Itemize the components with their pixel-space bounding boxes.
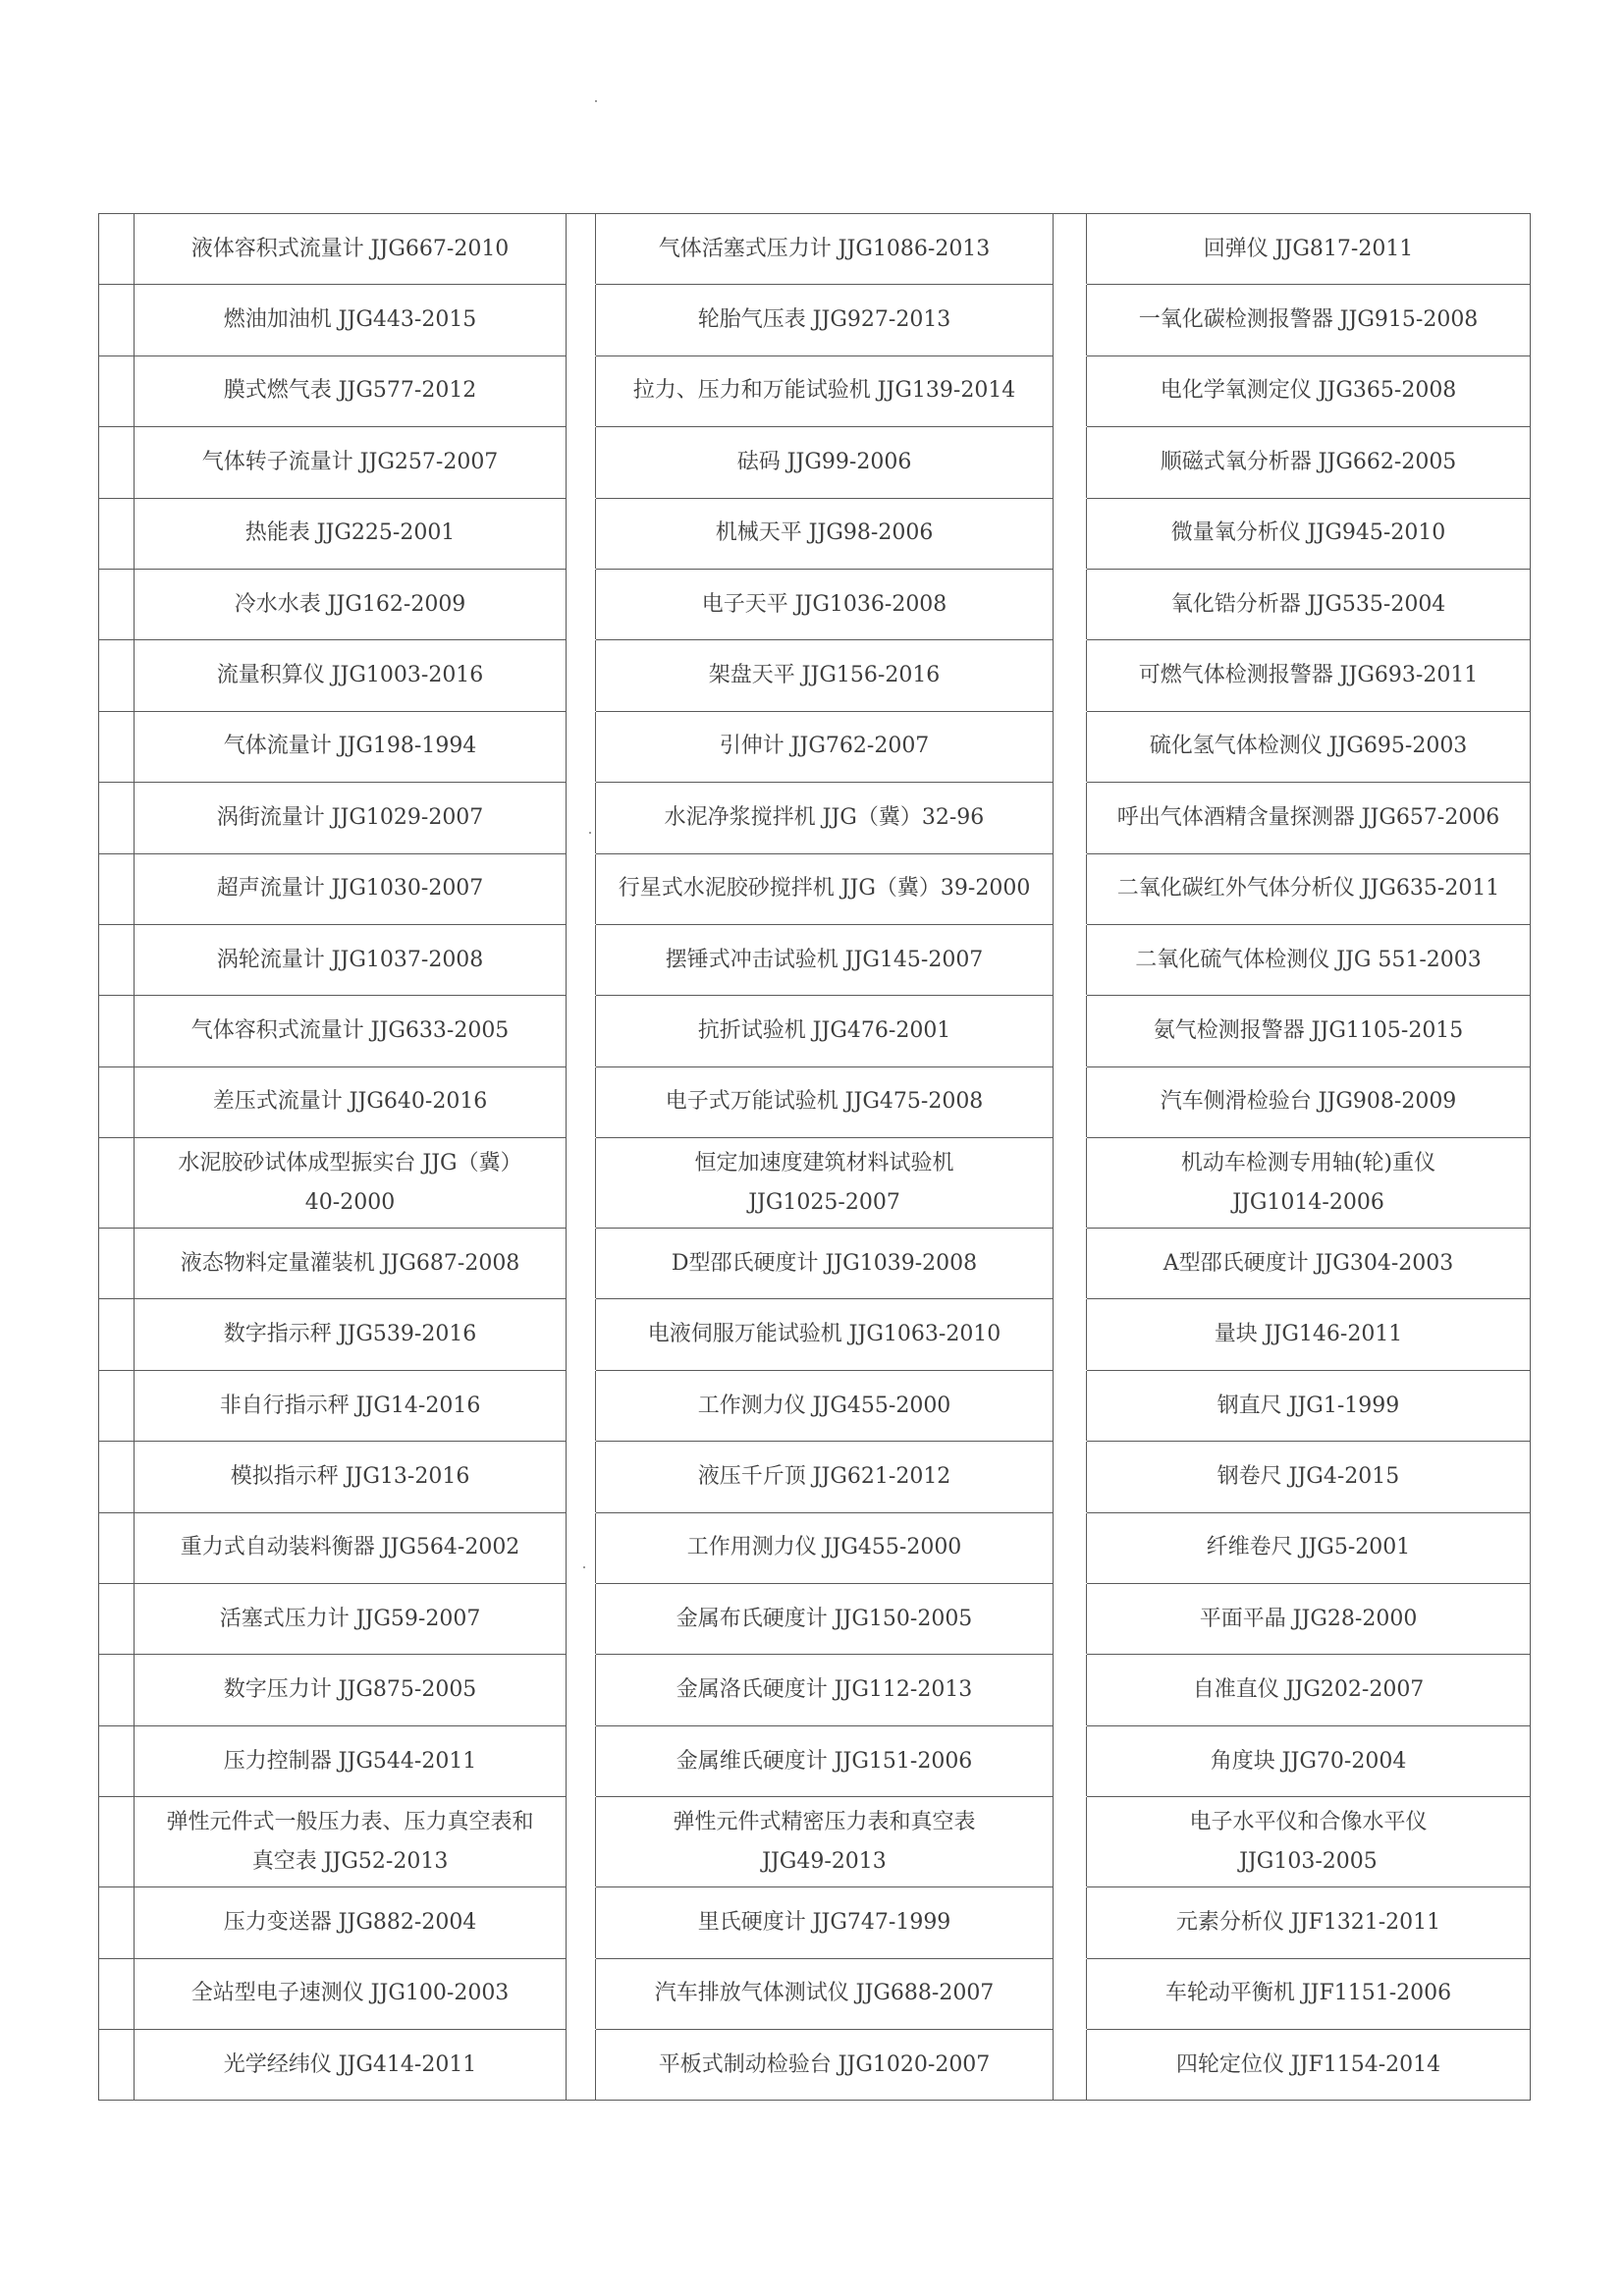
table-cell: [596, 1138, 1054, 1229]
column-gap: [1054, 996, 1087, 1066]
table-row: [99, 2029, 1531, 2100]
cell-line: 机动车检测专用轴(轮)重仪: [1180, 1150, 1436, 1175]
table-cell: 回弹仪 JJG817-2011: [1087, 214, 1531, 285]
cell-line: 弹性元件式精密压力表和真空表: [673, 1809, 976, 1834]
cell-line: JJG103-2005: [1239, 1848, 1378, 1874]
row-stub-cell: [99, 214, 135, 285]
row-stub-cell: [99, 1299, 135, 1370]
row-stub-cell: [99, 1584, 135, 1655]
table-row: [99, 1655, 1531, 1725]
column-gap: [1054, 1887, 1087, 1958]
table-row: [99, 1797, 1531, 1887]
table-cell: [596, 1797, 1054, 1887]
row-stub-cell: [99, 1066, 135, 1137]
table-row: [99, 569, 1531, 639]
row-stub-cell: [99, 1138, 135, 1229]
column-gap: [567, 640, 596, 711]
row-stub-cell: [99, 1797, 135, 1887]
column-gap: [567, 996, 596, 1066]
table-row: [99, 1370, 1531, 1441]
table-cell: 液体容积式流量计 JJG667-2010: [135, 214, 567, 285]
table-cell: 工作测力仪 JJG455-2000: [596, 1370, 1054, 1441]
column-gap: [1054, 355, 1087, 426]
table-cell: 砝码 JJG99-2006: [596, 427, 1054, 498]
column-gap: [567, 1655, 596, 1725]
column-gap: [567, 1370, 596, 1441]
table-cell: 气体活塞式压力计 JJG1086-2013: [596, 214, 1054, 285]
table-cell: 金属洛氏硬度计 JJG112-2013: [596, 1655, 1054, 1725]
row-stub-cell: [99, 498, 135, 569]
row-stub-cell: [99, 1370, 135, 1441]
cell-line: 真空表 JJG52-2013: [251, 1848, 449, 1874]
table-cell: 平板式制动检验台 JJG1020-2007: [596, 2029, 1054, 2100]
column-gap: [567, 569, 596, 639]
table-cell: 电子天平 JJG1036-2008: [596, 569, 1054, 639]
row-stub-cell: [99, 996, 135, 1066]
column-gap: [567, 924, 596, 995]
row-stub-cell: [99, 711, 135, 782]
table-row: [99, 1725, 1531, 1796]
column-gap: [1054, 1370, 1087, 1441]
table-cell: [1087, 1138, 1531, 1229]
row-stub-cell: [99, 1958, 135, 2029]
table-cell: 压力控制器 JJG544-2011: [135, 1725, 567, 1796]
row-stub-cell: [99, 924, 135, 995]
table-body: [99, 214, 1531, 2101]
table-cell: 纤维卷尺 JJG5-2001: [1087, 1512, 1531, 1583]
column-gap: [1054, 1299, 1087, 1370]
table-cell: 电子式万能试验机 JJG475-2008: [596, 1066, 1054, 1137]
column-gap: [1054, 214, 1087, 285]
table-cell: 轮胎气压表 JJG927-2013: [596, 285, 1054, 355]
table-cell: 金属布氏硬度计 JJG150-2005: [596, 1584, 1054, 1655]
table-row: [99, 783, 1531, 853]
column-gap: [1054, 2029, 1087, 2100]
table-cell: D型邵氏硬度计 JJG1039-2008: [596, 1229, 1054, 1299]
column-gap: [1054, 1797, 1087, 1887]
column-gap: [1054, 1512, 1087, 1583]
column-gap: [1054, 1442, 1087, 1512]
table-cell: 热能表 JJG225-2001: [135, 498, 567, 569]
column-gap: [567, 1138, 596, 1229]
table-cell: 气体转子流量计 JJG257-2007: [135, 427, 567, 498]
table-row: [99, 640, 1531, 711]
cell-line: 40-2000: [304, 1189, 396, 1215]
table-cell: 硫化氢气体检测仪 JJG695-2003: [1087, 711, 1531, 782]
table-row: [99, 1584, 1531, 1655]
table-row: [99, 498, 1531, 569]
table-cell: 涡轮流量计 JJG1037-2008: [135, 924, 567, 995]
table-cell: 液压千斤顶 JJG621-2012: [596, 1442, 1054, 1512]
table-row: [99, 1887, 1531, 1958]
column-gap: [1054, 711, 1087, 782]
table-row: [99, 214, 1531, 285]
table-cell: 自准直仪 JJG202-2007: [1087, 1655, 1531, 1725]
column-gap: [1054, 1584, 1087, 1655]
table-cell: 钢卷尺 JJG4-2015: [1087, 1442, 1531, 1512]
row-stub-cell: [99, 1655, 135, 1725]
column-gap: [1054, 498, 1087, 569]
table-cell: 顺磁式氧分析器 JJG662-2005: [1087, 427, 1531, 498]
table-cell: 氧化锆分析器 JJG535-2004: [1087, 569, 1531, 639]
table-cell: 抗折试验机 JJG476-2001: [596, 996, 1054, 1066]
table-cell: 涡街流量计 JJG1029-2007: [135, 783, 567, 853]
column-gap: [567, 783, 596, 853]
column-gap: [1054, 1655, 1087, 1725]
column-gap: [567, 1229, 596, 1299]
table-cell: 里氏硬度计 JJG747-1999: [596, 1887, 1054, 1958]
table-cell: 可燃气体检测报警器 JJG693-2011: [1087, 640, 1531, 711]
table-row: [99, 1299, 1531, 1370]
row-stub-cell: [99, 1512, 135, 1583]
table-row: [99, 1138, 1531, 1229]
row-stub-cell: [99, 1887, 135, 1958]
row-stub-cell: [99, 1442, 135, 1512]
table-cell: 冷水水表 JJG162-2009: [135, 569, 567, 639]
table-row: [99, 853, 1531, 924]
column-gap: [1054, 1958, 1087, 2029]
row-stub-cell: [99, 853, 135, 924]
table-cell: 呼出气体酒精含量探测器 JJG657-2006: [1087, 783, 1531, 853]
table-cell: 四轮定位仪 JJF1154-2014: [1087, 2029, 1531, 2100]
column-gap: [1054, 853, 1087, 924]
table-cell: 流量积算仪 JJG1003-2016: [135, 640, 567, 711]
table-cell: 架盘天平 JJG156-2016: [596, 640, 1054, 711]
column-gap: [1054, 924, 1087, 995]
table-cell: 一氧化碳检测报警器 JJG915-2008: [1087, 285, 1531, 355]
calibration-standards-table: [98, 213, 1531, 2101]
table-row: [99, 711, 1531, 782]
table-row: [99, 427, 1531, 498]
table-cell: 二氧化硫气体检测仪 JJG 551-2003: [1087, 924, 1531, 995]
column-gap: [1054, 569, 1087, 639]
column-gap: [1054, 1138, 1087, 1229]
row-stub-cell: [99, 640, 135, 711]
column-gap: [567, 1887, 596, 1958]
column-gap: [1054, 427, 1087, 498]
cell-line: JJG1014-2006: [1232, 1189, 1384, 1215]
table-cell: 机械天平 JJG98-2006: [596, 498, 1054, 569]
table-cell: 平面平晶 JJG28-2000: [1087, 1584, 1531, 1655]
table-cell: 膜式燃气表 JJG577-2012: [135, 355, 567, 426]
table-cell: 压力变送器 JJG882-2004: [135, 1887, 567, 1958]
column-gap: [1054, 285, 1087, 355]
table-row: [99, 1066, 1531, 1137]
table-cell: 金属维氏硬度计 JJG151-2006: [596, 1725, 1054, 1796]
table-row: [99, 1512, 1531, 1583]
table-cell: [135, 1138, 567, 1229]
table-cell: 气体流量计 JJG198-1994: [135, 711, 567, 782]
column-gap: [567, 214, 596, 285]
column-gap: [567, 355, 596, 426]
cell-line: 恒定加速度建筑材料试验机: [694, 1150, 954, 1175]
table-row: [99, 1442, 1531, 1512]
table-cell: [1087, 1797, 1531, 1887]
table-cell: 活塞式压力计 JJG59-2007: [135, 1584, 567, 1655]
column-gap: [567, 285, 596, 355]
table-cell: 车轮动平衡机 JJF1151-2006: [1087, 1958, 1531, 2029]
table-cell: 全站型电子速测仪 JJG100-2003: [135, 1958, 567, 2029]
table-cell: 引伸计 JJG762-2007: [596, 711, 1054, 782]
table-row: [99, 996, 1531, 1066]
column-gap: [1054, 1725, 1087, 1796]
table-cell: 拉力、压力和万能试验机 JJG139-2014: [596, 355, 1054, 426]
table-row: [99, 355, 1531, 426]
row-stub-cell: [99, 2029, 135, 2100]
column-gap: [1054, 640, 1087, 711]
cell-line: 水泥胶砂试体成型振实台 JJG（冀）: [178, 1150, 522, 1175]
row-stub-cell: [99, 1725, 135, 1796]
column-gap: [567, 1066, 596, 1137]
table-cell: 元素分析仪 JJF1321-2011: [1087, 1887, 1531, 1958]
table-row: [99, 1229, 1531, 1299]
table-cell: 数字压力计 JJG875-2005: [135, 1655, 567, 1725]
table-cell: A型邵氏硬度计 JJG304-2003: [1087, 1229, 1531, 1299]
column-gap: [567, 1725, 596, 1796]
cell-line: JJG49-2013: [762, 1848, 887, 1874]
cell-line: 电子水平仪和合像水平仪: [1189, 1809, 1428, 1834]
column-gap: [567, 853, 596, 924]
row-stub-cell: [99, 355, 135, 426]
table-cell: 水泥净浆搅拌机 JJG（冀）32-96: [596, 783, 1054, 853]
table-cell: 角度块 JJG70-2004: [1087, 1725, 1531, 1796]
table-cell: 汽车侧滑检验台 JJG908-2009: [1087, 1066, 1531, 1137]
row-stub-cell: [99, 427, 135, 498]
column-gap: [567, 1797, 596, 1887]
table-cell: 钢直尺 JJG1-1999: [1087, 1370, 1531, 1441]
table-row: [99, 285, 1531, 355]
table-row: [99, 924, 1531, 995]
column-gap: [1054, 1066, 1087, 1137]
cell-line: JJG1025-2007: [748, 1189, 900, 1215]
table-cell: 行星式水泥胶砂搅拌机 JJG（冀）39-2000: [596, 853, 1054, 924]
column-gap: [1054, 783, 1087, 853]
row-stub-cell: [99, 569, 135, 639]
table-cell: 气体容积式流量计 JJG633-2005: [135, 996, 567, 1066]
column-gap: [567, 1512, 596, 1583]
column-gap: [567, 711, 596, 782]
table-cell: 电液伺服万能试验机 JJG1063-2010: [596, 1299, 1054, 1370]
table-cell: 摆锤式冲击试验机 JJG145-2007: [596, 924, 1054, 995]
cell-line: 弹性元件式一般压力表、压力真空表和: [166, 1809, 534, 1834]
column-gap: [1054, 1229, 1087, 1299]
row-stub-cell: [99, 783, 135, 853]
row-stub-cell: [99, 1229, 135, 1299]
column-gap: [567, 427, 596, 498]
table-row: [99, 1958, 1531, 2029]
column-gap: [567, 498, 596, 569]
column-gap: [567, 2029, 596, 2100]
table-cell: 非自行指示秤 JJG14-2016: [135, 1370, 567, 1441]
table-cell: 氨气检测报警器 JJG1105-2015: [1087, 996, 1531, 1066]
table-cell: 工作用测力仪 JJG455-2000: [596, 1512, 1054, 1583]
column-gap: [567, 1442, 596, 1512]
scan-speck: [595, 100, 597, 102]
row-stub-cell: [99, 285, 135, 355]
table-cell: 模拟指示秤 JJG13-2016: [135, 1442, 567, 1512]
table-cell: 超声流量计 JJG1030-2007: [135, 853, 567, 924]
table-cell: 汽车排放气体测试仪 JJG688-2007: [596, 1958, 1054, 2029]
table-cell: 差压式流量计 JJG640-2016: [135, 1066, 567, 1137]
table-cell: 二氧化碳红外气体分析仪 JJG635-2011: [1087, 853, 1531, 924]
table-cell: 燃油加油机 JJG443-2015: [135, 285, 567, 355]
table-cell: 微量氧分析仪 JJG945-2010: [1087, 498, 1531, 569]
table-cell: [135, 1797, 567, 1887]
table-cell: 重力式自动装料衡器 JJG564-2002: [135, 1512, 567, 1583]
table-cell: 光学经纬仪 JJG414-2011: [135, 2029, 567, 2100]
table-cell: 量块 JJG146-2011: [1087, 1299, 1531, 1370]
table-cell: 液态物料定量灌装机 JJG687-2008: [135, 1229, 567, 1299]
column-gap: [567, 1958, 596, 2029]
column-gap: [567, 1584, 596, 1655]
table-cell: 电化学氧测定仪 JJG365-2008: [1087, 355, 1531, 426]
column-gap: [567, 1299, 596, 1370]
table-cell: 数字指示秤 JJG539-2016: [135, 1299, 567, 1370]
